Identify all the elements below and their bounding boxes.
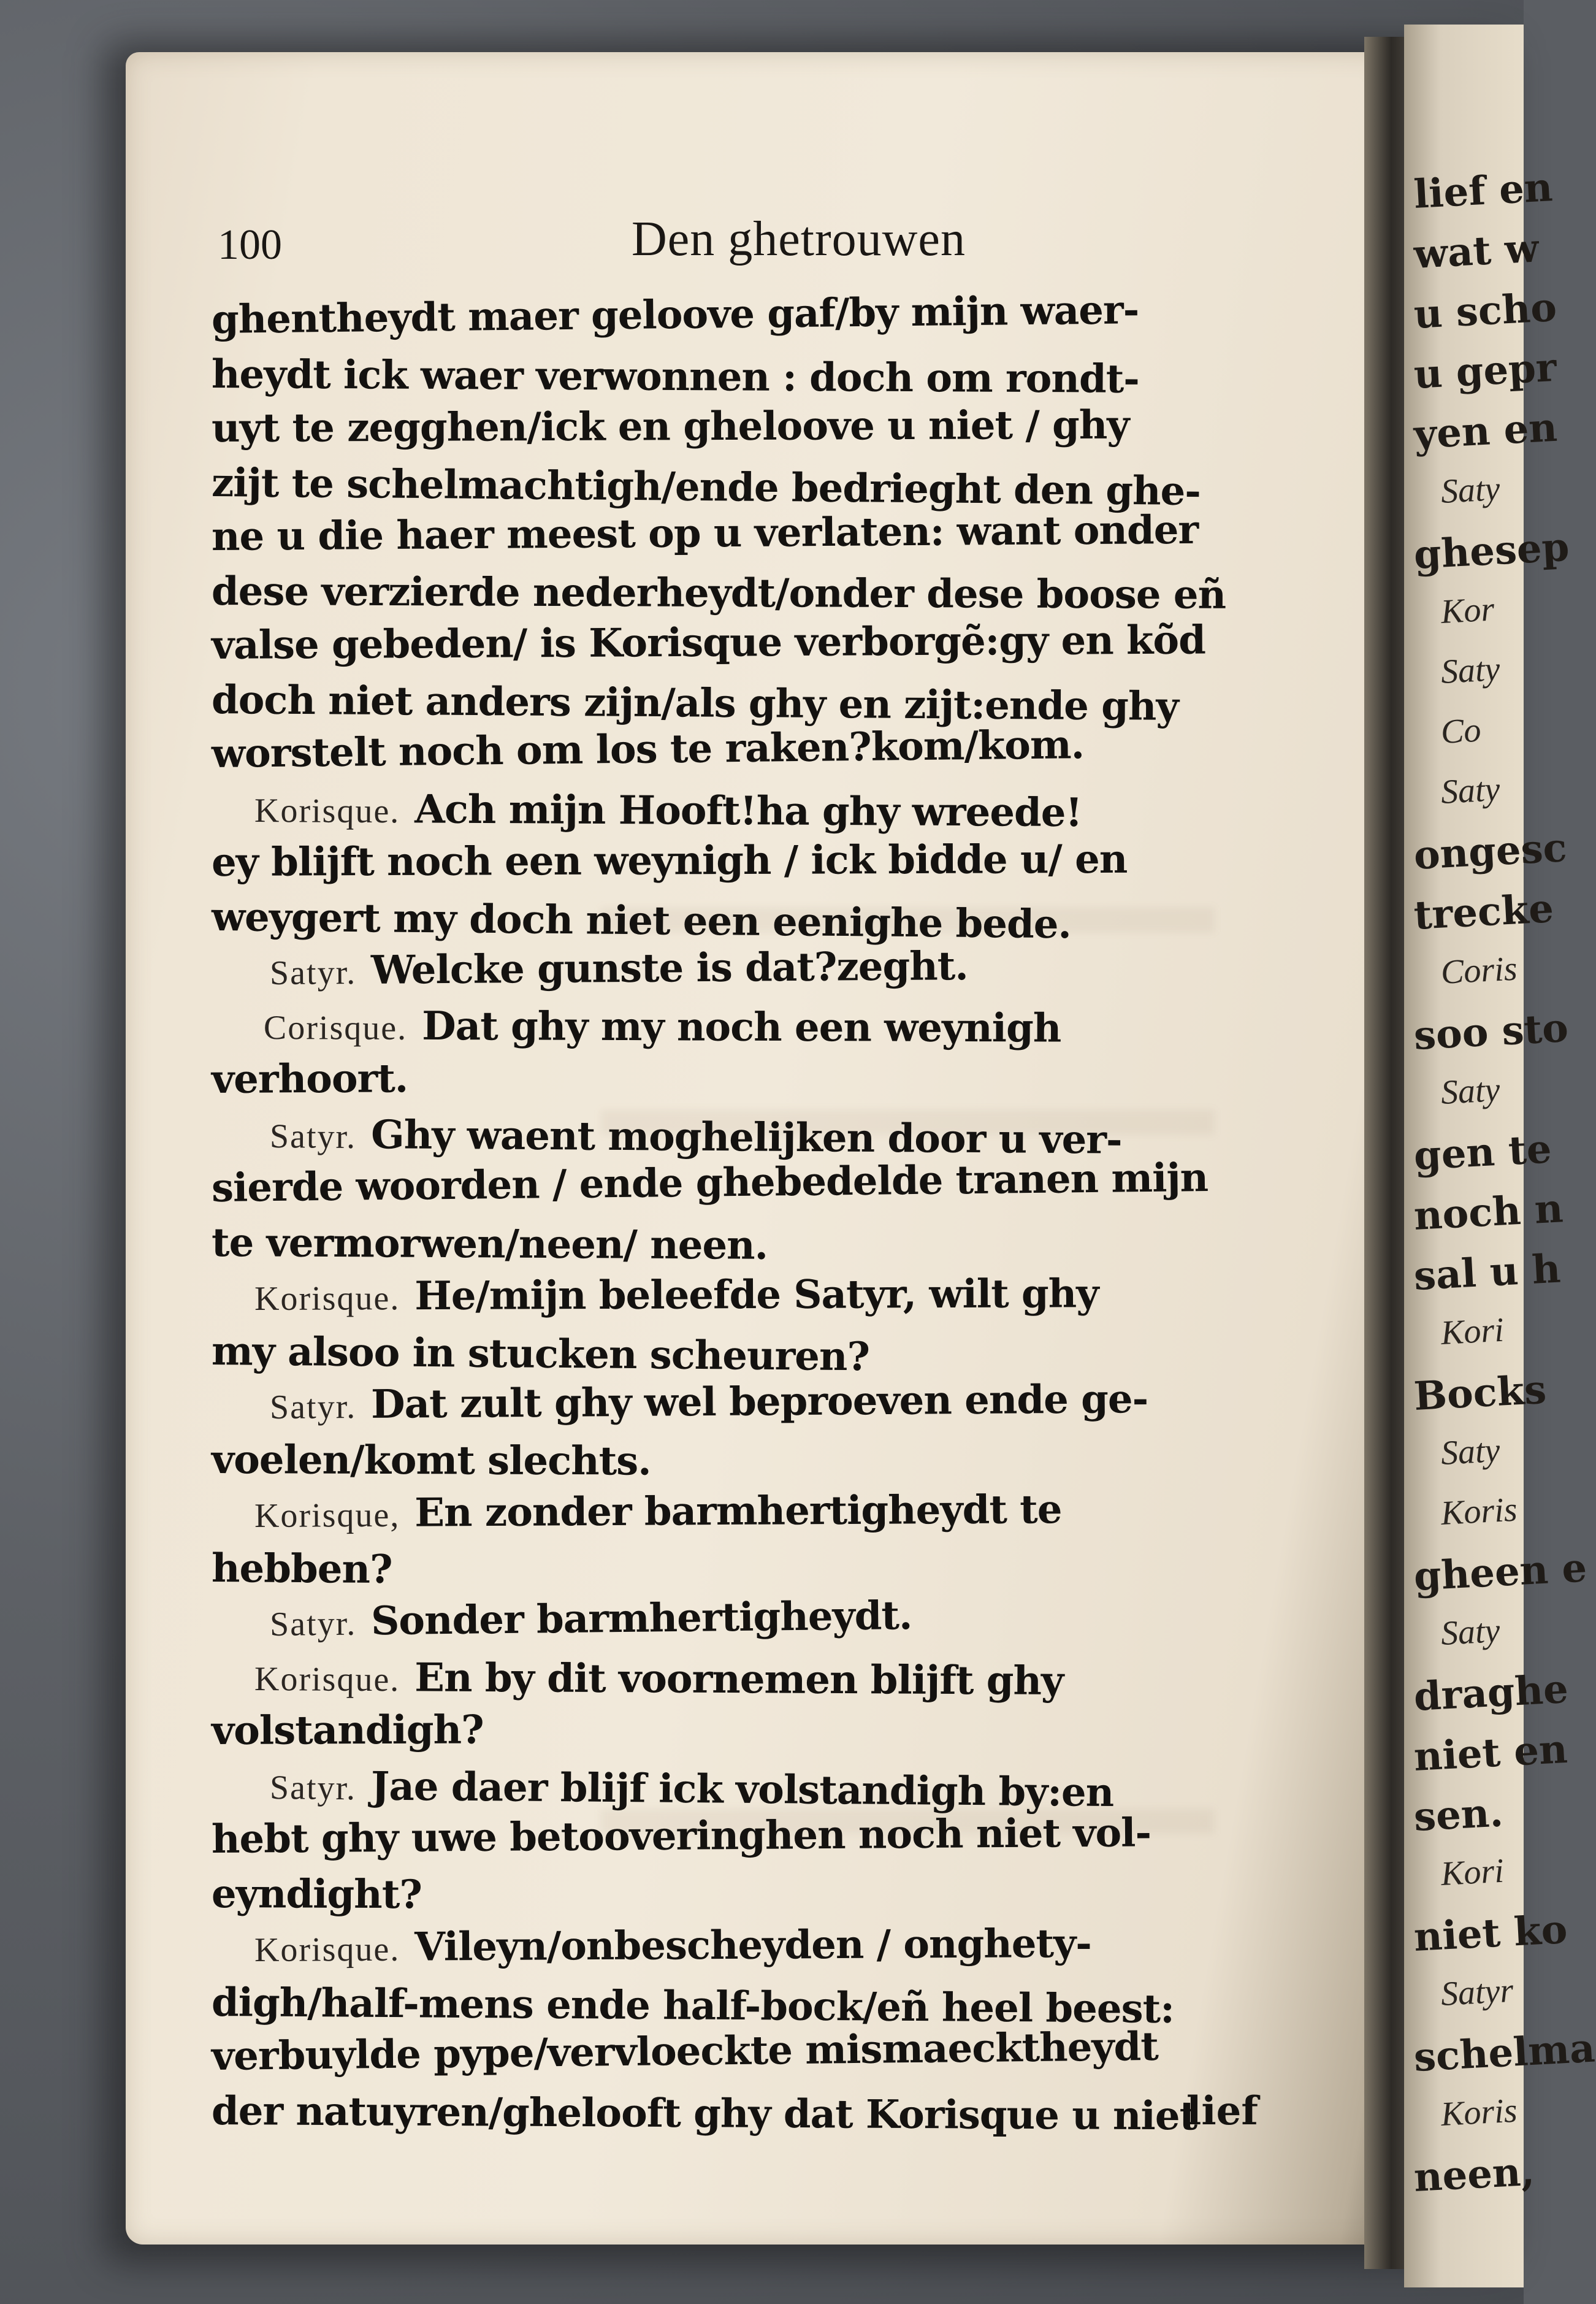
line-text: weygert my doch niet een eenighe bede. (211, 894, 1072, 947)
facing-page-fragment: Saty (1440, 1431, 1501, 1472)
text-line (211, 617, 1206, 668)
text-line (211, 2088, 1197, 2139)
facing-page-fragment: noch n (1413, 1185, 1565, 1239)
line-text: valse gebeden/ is Korisque verborgẽ:gy en kõd (211, 617, 1206, 668)
line-text: doch niet anders zijn/als ghy en zijt:ende ghy (211, 676, 1178, 730)
text-line (211, 894, 1072, 947)
text-line (211, 1870, 422, 1918)
line-text: zijt te schelmachtigh/ende bedrieght den ghe- (211, 459, 1201, 515)
line-text: sierde woorden / ende ghebedelde tranen mijn (211, 1154, 1208, 1211)
speaker-name: Satyr. (269, 1117, 357, 1156)
facing-page-fragment: u gepr (1413, 344, 1558, 398)
line-text: te vermorwen/neen/ neen. (211, 1219, 768, 1269)
text-line (211, 351, 1140, 402)
text-line (211, 402, 1129, 451)
speech-line (254, 1654, 1064, 1704)
facing-page-fragment: neen, (1413, 2148, 1536, 2201)
right-page-edge (1404, 25, 1596, 2287)
line-text: heydt ick waer verwonnen : doch om rondt- (211, 351, 1140, 402)
line-text: Welcke gunste is dat?zeght. (370, 943, 968, 993)
facing-page-fragment: Coris (1440, 949, 1518, 992)
facing-page-fragment: gen te (1413, 1126, 1553, 1179)
speaker-name: Corisque. (263, 1008, 408, 1047)
text-line (211, 722, 1085, 777)
text-line (211, 568, 1226, 618)
text-line (211, 1154, 1208, 1211)
facing-page-fragment: Kor (1440, 590, 1495, 631)
line-text: Vileyn/onbescheyden / onghety- (414, 1920, 1092, 1970)
line-text: Ghy waent moghelijken door u ver- (370, 1111, 1122, 1163)
speaker-name: Korisque. (254, 791, 400, 830)
page-number: 100 (218, 221, 282, 269)
facing-page-fragment: u scho (1413, 284, 1558, 338)
speech-line (269, 1376, 1148, 1428)
facing-page-fragment: sal u h (1413, 1246, 1562, 1299)
facing-page-fragment: soo sto (1413, 1005, 1570, 1059)
line-text: ey blijft noch een weynigh / ick bidde u/ en (211, 836, 1128, 886)
text-line (211, 1219, 768, 1269)
speaker-name: Satyr. (269, 1768, 357, 1807)
line-text: En zonder barmhertigheydt te (414, 1487, 1062, 1536)
speaker-name: Korisque, (254, 1496, 400, 1535)
facing-page-fragment: Bocks (1413, 1366, 1548, 1420)
line-text: digh/half-mens ende half-bock/eñ heel beest: (211, 1979, 1175, 2032)
speech-line (269, 1111, 1122, 1163)
facing-page-fragment: lief en (1413, 164, 1554, 218)
text-line (211, 507, 1199, 560)
text-line (211, 1979, 1175, 2032)
line-text: voelen/komt slechts. (211, 1436, 651, 1485)
facing-page-fragment: Koris (1440, 1490, 1518, 1533)
line-text: der natuyren/ghelooft ghy dat Korisque u niet (211, 2088, 1197, 2139)
facing-page-fragment: Saty (1440, 1070, 1501, 1112)
line-text: En by dit voornemen blijft ghy (414, 1654, 1064, 1704)
line-text: hebt ghy uwe betooveringhen noch niet vol- (211, 1810, 1151, 1862)
facing-page-fragment: Satyr (1440, 1971, 1514, 2013)
facing-page-fragment: schelma (1413, 2025, 1596, 2081)
speech-line (269, 1762, 1114, 1816)
line-text: volstandigh? (211, 1707, 484, 1754)
line-text: eyndight? (211, 1870, 422, 1918)
line-text: worstelt noch om los te raken?kom/kom. (211, 722, 1085, 777)
line-text: Jae daer blijf ick volstandigh by:en (370, 1762, 1114, 1816)
text-line (211, 2023, 1159, 2080)
text-line (211, 459, 1201, 515)
line-text: ne u die haer meest op u verlaten: want onder (211, 507, 1199, 560)
facing-page-fragment: Saty (1440, 770, 1501, 811)
line-text: hebben? (211, 1545, 392, 1593)
speaker-name: Korisque. (254, 1930, 400, 1969)
text-line (211, 287, 1139, 343)
line-text: ghentheydt maer geloove gaf/by mijn waer- (211, 287, 1139, 343)
speaker-name: Korisque. (254, 1659, 400, 1699)
line-text: Dat ghy my noch een weynigh (422, 1003, 1061, 1052)
line-text: verbuylde pype/vervloeckte mismaecktheydt (211, 2023, 1159, 2080)
text-line (211, 1436, 651, 1485)
speech-line (269, 1593, 912, 1645)
facing-page-fragment: Saty (1440, 1611, 1501, 1653)
facing-page-fragment: sen. (1413, 1789, 1505, 1840)
facing-page-fragment: Kori (1440, 1851, 1505, 1893)
text-line (211, 1707, 484, 1754)
facing-page-fragment: Saty (1440, 649, 1501, 691)
facing-page-fragment: gheen e (1413, 1545, 1588, 1600)
line-text: Ach mijn Hooft!ha ghy wreede! (414, 786, 1082, 836)
text-line (211, 676, 1178, 730)
line-text: verhoort. (211, 1055, 408, 1103)
speech-line (254, 786, 1082, 836)
speech-line (269, 943, 968, 993)
facing-page-fragment: draghe (1413, 1666, 1570, 1720)
running-head: Den ghetrouwen (632, 212, 966, 266)
speech-line (254, 1271, 1099, 1320)
speaker-name: Korisque. (254, 1279, 400, 1318)
line-text: Dat zult ghy wel beproeven ende ge- (370, 1376, 1148, 1428)
facing-page-fragment: Saty (1440, 469, 1501, 511)
speaker-name: Satyr. (269, 1388, 357, 1426)
speech-line (263, 1003, 1061, 1052)
catchword: lief (1186, 2088, 1258, 2134)
facing-page-fragment: Kori (1440, 1311, 1505, 1352)
facing-page-fragment: wat w (1413, 225, 1540, 278)
facing-page-fragment: Koris (1440, 2091, 1518, 2134)
speech-line (254, 1920, 1092, 1970)
line-text: He/mijn beleefde Satyr, wilt ghy (414, 1271, 1099, 1320)
text-line (211, 1545, 392, 1593)
line-text: Sonder barmhertigheydt. (370, 1593, 912, 1645)
facing-page-fragment: niet en (1413, 1726, 1569, 1780)
facing-page-fragment: niet ko (1413, 1906, 1569, 1961)
text-line (211, 836, 1128, 886)
facing-page-fragment: trecke (1413, 886, 1555, 939)
facing-page-fragment: ongesc (1413, 824, 1568, 879)
line-text: uyt te zegghen/ick en gheloove u niet / ghy (211, 402, 1129, 451)
text-line (211, 1055, 408, 1103)
speaker-name: Satyr. (269, 954, 357, 992)
speaker-name: Satyr. (269, 1604, 357, 1644)
facing-page-fragment: Co (1440, 711, 1482, 751)
facing-page-fragment: ghesep (1413, 524, 1571, 578)
facing-page-fragment: yen en (1413, 404, 1559, 458)
speech-line (254, 1487, 1062, 1536)
text-line (211, 1328, 870, 1380)
text-line (211, 1810, 1151, 1862)
line-text: dese verzierde nederheydt/onder dese boose eñ (211, 568, 1226, 618)
line-text: my alsoo in stucken scheuren? (211, 1328, 870, 1380)
